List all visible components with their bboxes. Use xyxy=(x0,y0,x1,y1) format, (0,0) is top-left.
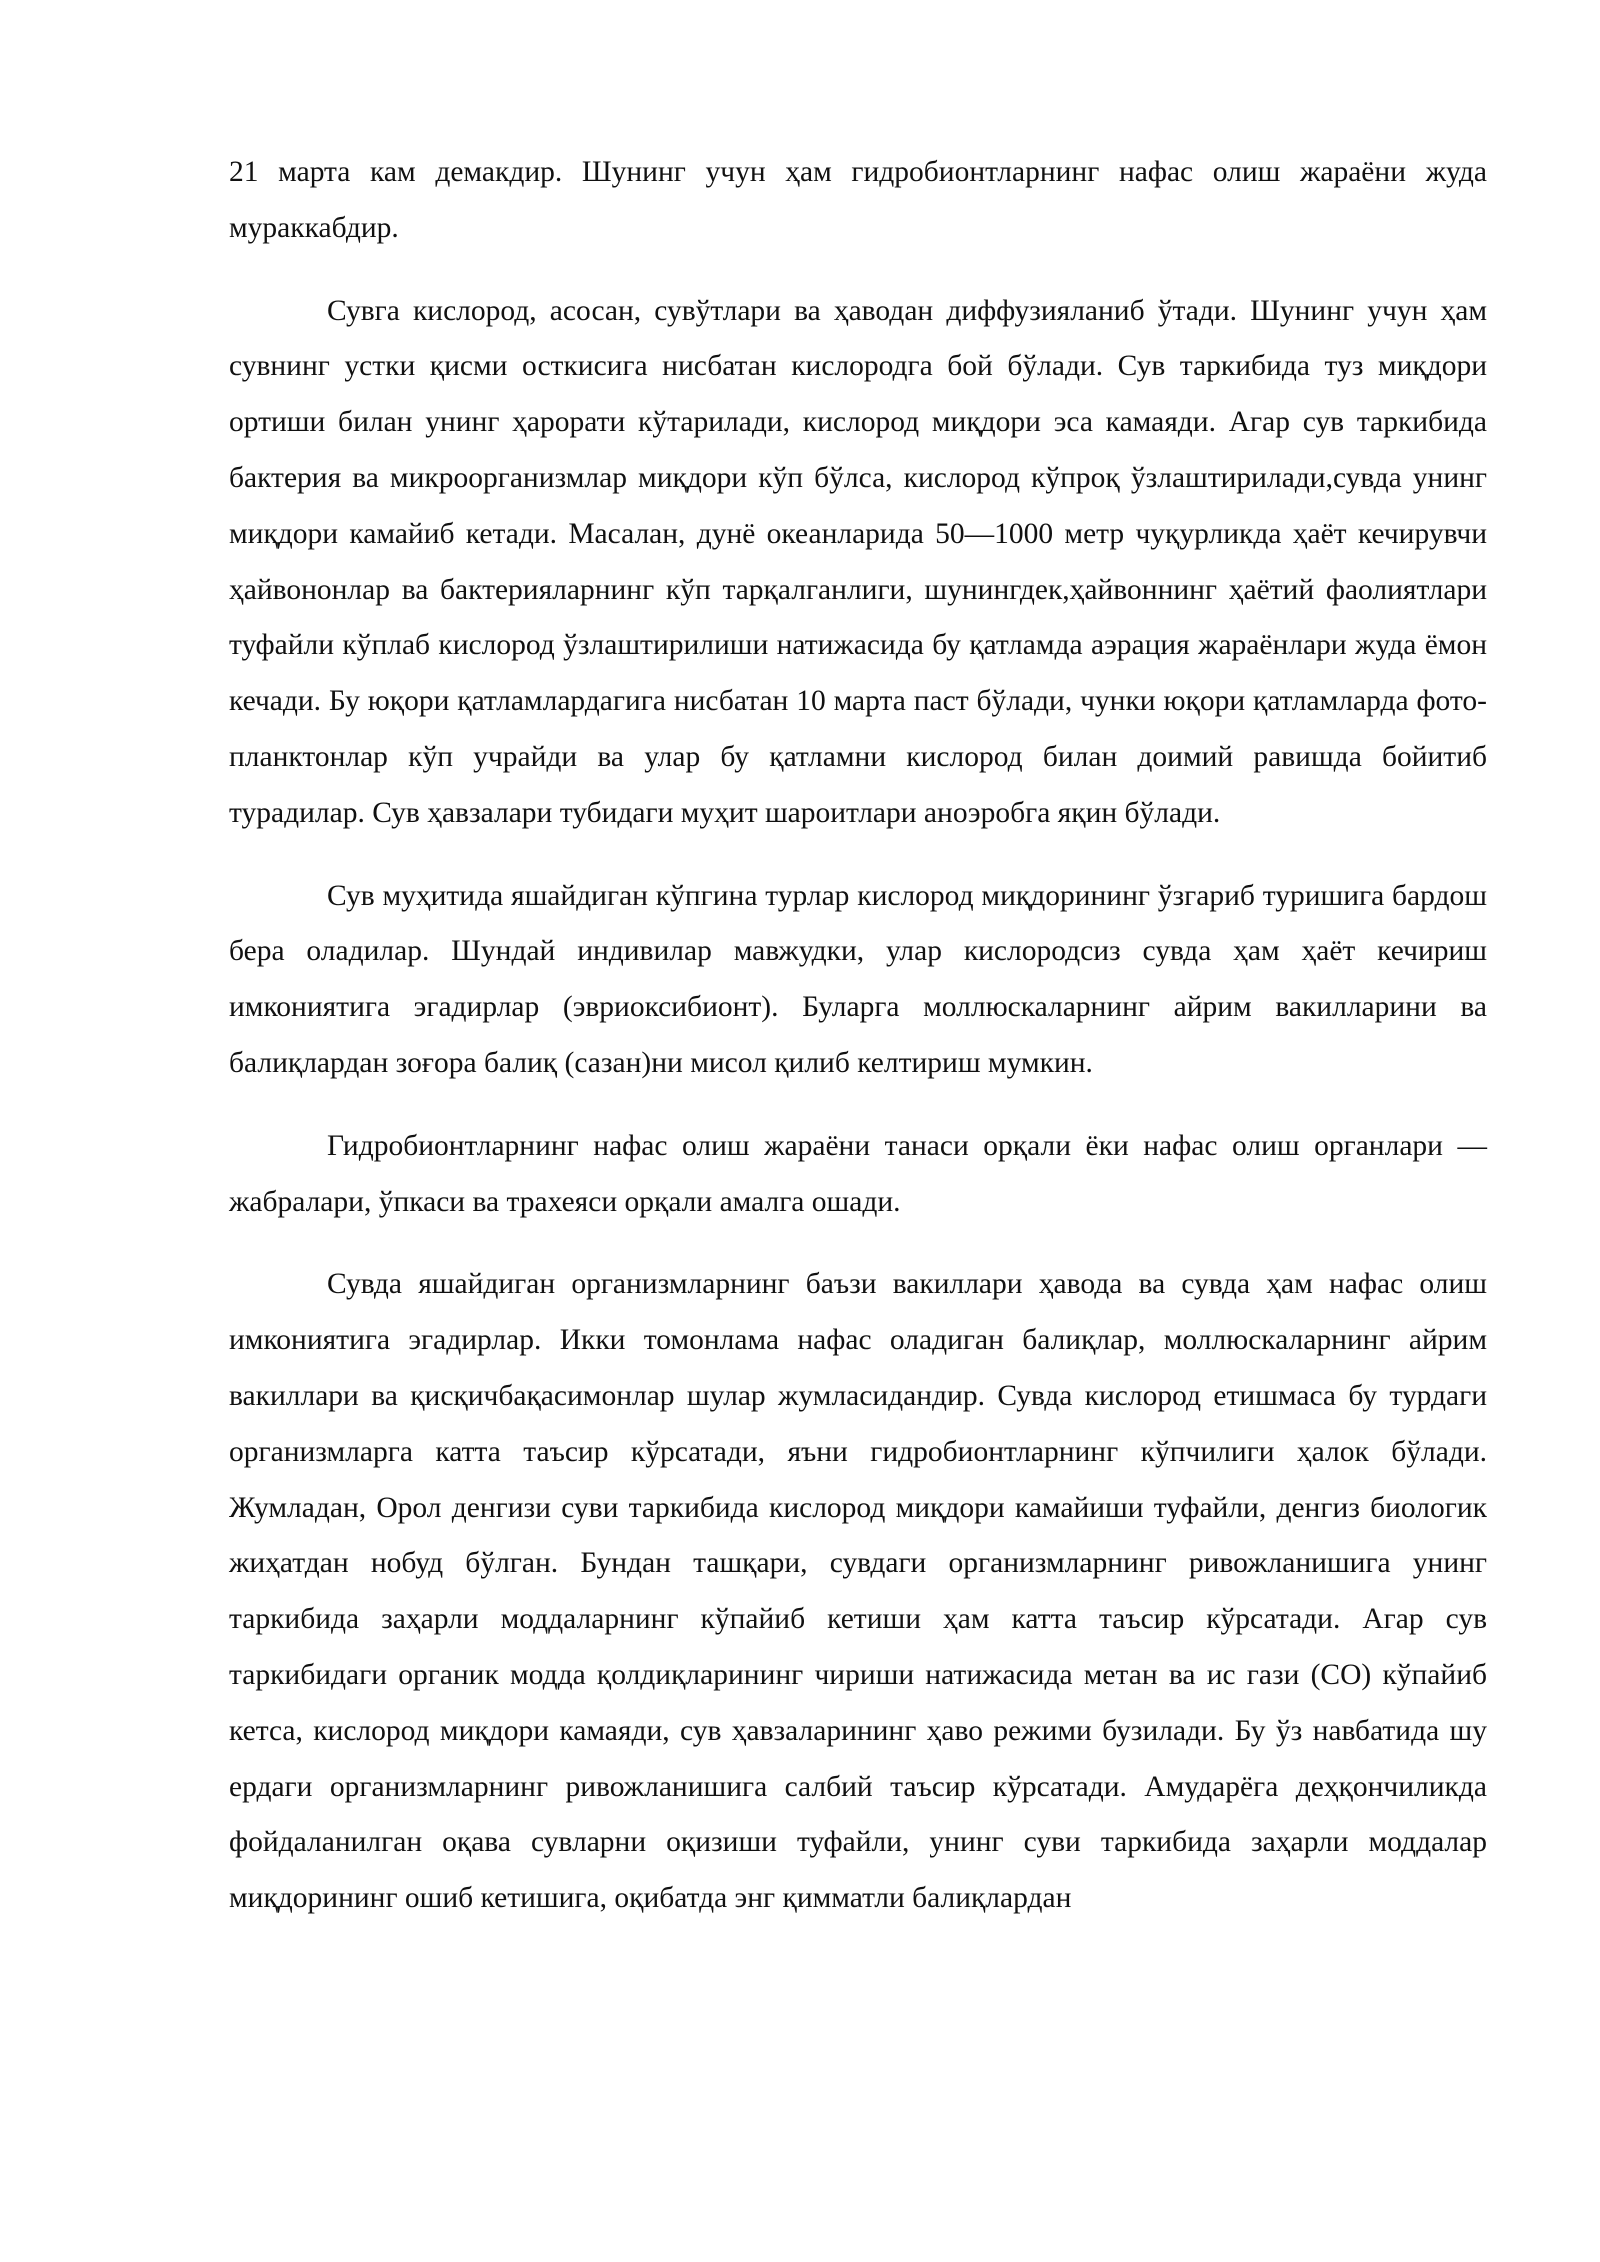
paragraph-euryoxybionts: Сув муҳитида яшайдиган кўпгина турлар кислород миқдорининг ўзгариб туришига бардош бера оладилар. Шундай индивилар мавжудки, улар кислородсиз сувда ҳам ҳаёт кечириш имкониятига эгадирлар (эвриоксибионт). Буларга моллюскаларнинг айрим вакилларини ва балиқлардан зоғора балиқ (сазан)ни мисол қилиб келтириш мумкин. xyxy=(229,879,1487,1079)
paragraph-continued: 21 марта кам демакдир. Шунинг учун ҳам гидробионтларнинг нафас олиш жараёни жуда мураккабдир. xyxy=(229,156,1487,244)
body-text xyxy=(229,145,1487,1954)
paragraph-dual-respiration: Сувда яшайдиган организмларнинг баъзи вакиллари ҳавода ва сувда ҳам нафас олиш имкониятига эгадирлар. Икки томонлама нафас оладиган балиқлар, моллюскаларнинг айрим вакиллари ва қисқичбақасимонлар шулар жумласидандир. Сувда кислород етишмаса бу турдаги организмларга катта таъсир кўрсатади, яъни гидробионтларнинг кўпчилиги ҳалок бўлади. Жумладан, Орол денгизи суви таркибида кислород миқдори камайиши туфайли, денгиз биологик жиҳатдан нобуд бўлган. Бундан ташқари, сувдаги организмларнинг ривожланишига унинг таркибида заҳарли моддаларнинг кўпайиб кетиши ҳам катта таъсир кўрсатади. Агар сув таркибидаги органик модда қолдиқларининг чириши натижасида метан ва ис гази (СО) кўпайиб кетса, кислород миқдори камаяди, сув ҳавзаларининг ҳаво режими бузилади. Бу ўз навбатида шу ердаги организмларнинг ривожланишига салбий таъсир кўрсатади. Амударёга деҳқончиликда фойдаланилган оқава сувларни оқизиши туфайли, унинг суви таркибида заҳарли моддалар миқдорининг ошиб кетишига, оқибатда энг қимматли балиқлардан xyxy=(229,1268,1487,1915)
paragraph-respiration-organs: Гидробионтларнинг нафас олиш жараёни танаси орқали ёки нафас олиш органлари — жабралари, ўпкаси ва трахеяси орқали амалга ошади. xyxy=(229,1129,1487,1218)
paragraph-oxygen-diffusion: Сувга кислород, асосан, сувўтлари ва ҳаводан диффузияланиб ўтади. Шунинг учун ҳам сувнинг устки қисми осткисига нисбатан кислородга бой бўлади. Сув таркибида туз миқдори ортиши билан унинг ҳарорати кўтарилади, кислород миқдори эса камаяди. Агар сув таркибида бактерия ва микроорганизмлар миқдори кўп бўлса, кислород кўпроқ ўзлаштирилади,сувда унинг миқдори камайиб кетади. Масалан, дунё океанларида 50—1000 метр чуқурликда ҳаёт кечирувчи ҳайвононлар ва бактерияларнинг кўп тарқалганлиги, шунингдек,ҳайвоннинг ҳаётий фаолиятлари туфайли кўплаб кислород ўзлаштирилиши натижасида бу қатламда аэрация жараёнлари жуда ёмон кечади. Бу юқори қатламлардагига нисбатан 10 марта паст бўлади, чунки юқори қатламларда фото-планктонлар кўп учрайди ва улар бу қатламни кислород билан доимий равишда бойитиб турадилар. Сув ҳавзалари тубидаги муҳит шароитлари аноэробга яқин бўлади. xyxy=(229,294,1487,829)
